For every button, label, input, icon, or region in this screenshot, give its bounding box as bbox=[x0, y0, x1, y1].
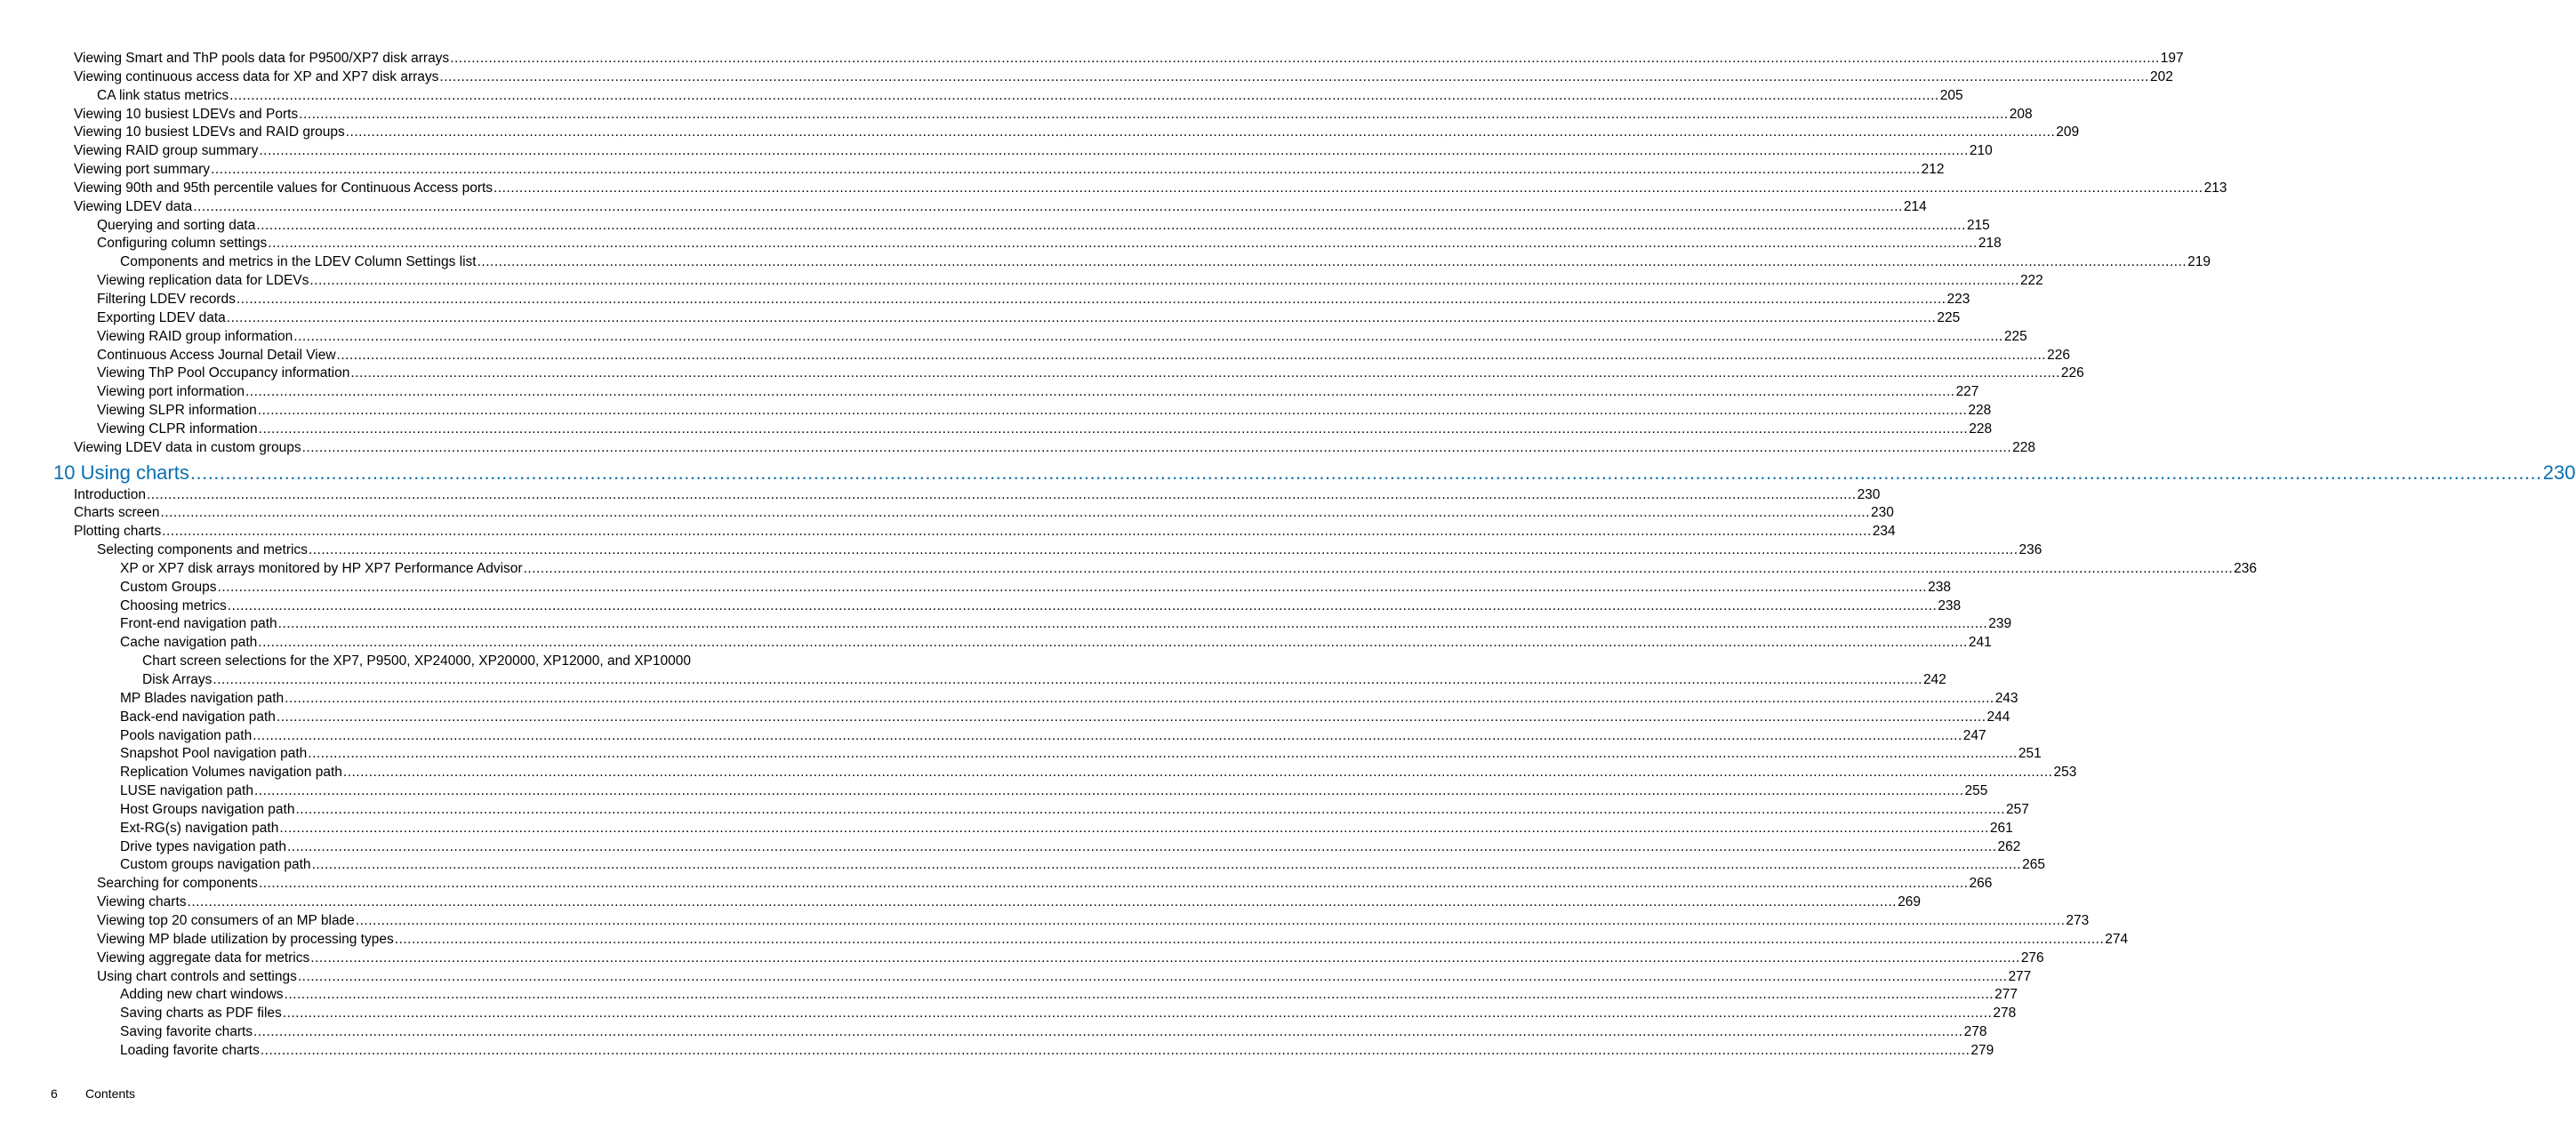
toc-entry-link[interactable] bbox=[74, 161, 1945, 180]
toc-entry-title: Saving favorite charts bbox=[120, 1024, 253, 1040]
dot-leader: ................................................................................................................................................................................................................................................................................................................................................................................................................ bbox=[253, 783, 1964, 799]
dot-leader: ................................................................................................................................................................................................................................................................................................................................................................................................................ bbox=[236, 291, 1946, 307]
toc-entry-link[interactable] bbox=[97, 875, 1993, 894]
toc-entry-link[interactable] bbox=[97, 383, 1979, 402]
toc-entry-link[interactable] bbox=[74, 68, 2173, 87]
toc-entry-title: Host Groups navigation path bbox=[120, 801, 295, 817]
toc-entry-title: Viewing MP blade utilization by processing types bbox=[97, 931, 394, 947]
toc-entry-link[interactable] bbox=[120, 856, 2045, 875]
toc-entry-link[interactable] bbox=[97, 541, 2042, 560]
toc-entry-title: Viewing aggregate data for metrics bbox=[97, 950, 310, 966]
toc-entry bbox=[0, 87, 1963, 106]
toc-entry-title: Viewing LDEV data bbox=[74, 198, 193, 214]
toc-entry-link[interactable] bbox=[97, 347, 2070, 365]
toc-entry bbox=[0, 838, 2021, 857]
dot-leader: ................................................................................................................................................................................................................................................................................................................................................................................................................ bbox=[245, 384, 1955, 400]
toc-page-number: 223 bbox=[1946, 291, 1970, 307]
toc-entry bbox=[0, 142, 1993, 161]
toc-entry-title: Viewing RAID group information bbox=[97, 328, 293, 344]
toc-entry bbox=[0, 486, 1881, 505]
toc-entry-title: Disk Arrays bbox=[142, 672, 213, 687]
toc-entry-link[interactable] bbox=[97, 421, 1993, 439]
toc-entry-link[interactable] bbox=[74, 124, 2080, 142]
dot-leader: ................................................................................................................................................................................................................................................................................................................................................................................................................ bbox=[523, 560, 2234, 576]
toc-entry-title: Pools navigation path bbox=[120, 727, 253, 743]
toc-entry-link[interactable] bbox=[120, 579, 1951, 597]
toc-page-number: 257 bbox=[2006, 801, 2029, 817]
toc-entry-title: Snapshot Pool navigation path bbox=[120, 746, 308, 762]
toc-entry-link[interactable] bbox=[74, 198, 1927, 217]
toc-page-number: 236 bbox=[2018, 542, 2042, 558]
toc-entry-title: MP Blades navigation path bbox=[120, 690, 285, 706]
toc-entry-title: Viewing CLPR information bbox=[97, 421, 258, 437]
toc-entry-title: Searching for components bbox=[97, 876, 258, 892]
toc-entry-title: Back-end navigation path bbox=[120, 709, 276, 725]
dot-leader: ................................................................................................................................................................................................................................................................................................................................................................................................................ bbox=[256, 217, 1966, 233]
toc-entry bbox=[0, 541, 2042, 560]
toc-chapter-entry bbox=[0, 460, 2576, 486]
toc-entry bbox=[0, 309, 1961, 328]
toc-entry-title: Viewing top 20 consumers of an MP blade bbox=[97, 912, 355, 928]
toc-entry bbox=[0, 856, 2045, 875]
toc-entry bbox=[0, 235, 2002, 253]
toc-entry-title: Viewing 90th and 95th percentile values for Continuous Access ports bbox=[74, 180, 494, 196]
toc-entry-title: Querying and sorting data bbox=[97, 217, 256, 233]
toc-entry-title: Cache navigation path bbox=[120, 635, 258, 651]
toc-page-number: 226 bbox=[2047, 347, 2070, 363]
toc-entry-title: Introduction bbox=[74, 486, 146, 502]
toc-entry-link[interactable] bbox=[120, 727, 1986, 746]
toc-entry bbox=[0, 615, 2012, 634]
dot-leader: ................................................................................................................................................................................................................................................................................................................................................................................................................ bbox=[258, 421, 1969, 437]
dot-leader: ................................................................................................................................................................................................................................................................................................................................................................................................................ bbox=[308, 746, 2018, 762]
toc-page-number: 208 bbox=[2009, 106, 2033, 122]
toc-entry-title: Viewing SLPR information bbox=[97, 403, 257, 419]
toc-entry-title: Continuous Access Journal Detail View bbox=[97, 347, 336, 363]
toc-entry-title: Custom Groups bbox=[120, 579, 217, 595]
toc-page-number: 238 bbox=[1938, 597, 1962, 613]
toc-page-number: 236 bbox=[2234, 560, 2258, 576]
toc-page-number: 278 bbox=[1993, 1006, 2017, 1022]
toc-entry bbox=[0, 894, 1921, 912]
toc-entry bbox=[0, 912, 2090, 931]
toc-entry-link[interactable] bbox=[97, 291, 1970, 309]
toc-entry-link[interactable] bbox=[74, 523, 1896, 541]
toc-entry-title: CA link status metrics bbox=[97, 87, 229, 103]
toc-page-number: 209 bbox=[2056, 124, 2080, 140]
dot-leader: ................................................................................................................................................................................................................................................................................................................................................................................................................ bbox=[211, 162, 1921, 178]
toc-page-number: 276 bbox=[2020, 950, 2044, 966]
dot-leader: ................................................................................................................................................................................................................................................................................................................................................................................................................ bbox=[257, 403, 1968, 419]
dot-leader: ................................................................................................................................................................................................................................................................................................................................................................................................................ bbox=[276, 709, 1986, 725]
toc-entry-title: Viewing 10 busiest LDEVs and RAID groups bbox=[74, 124, 345, 140]
toc-entry bbox=[0, 383, 1979, 402]
dot-leader: ................................................................................................................................................................................................................................................................................................................................................................................................................ bbox=[227, 597, 1938, 613]
toc-entry-link[interactable] bbox=[120, 1023, 1987, 1042]
toc-entry-title: Replication Volumes navigation path bbox=[120, 765, 342, 781]
toc-page-number: 215 bbox=[1966, 217, 1990, 233]
toc-page-number: 230 bbox=[1857, 486, 1881, 502]
toc-page-number: 226 bbox=[2060, 365, 2084, 381]
toc-entry bbox=[0, 1023, 1987, 1042]
dot-leader: ................................................................................................................................................................................................................................................................................................................................................................................................................ bbox=[311, 857, 2022, 873]
toc-entry bbox=[0, 504, 1894, 523]
dot-leader: ................................................................................................................................................................................................................................................................................................................................................................................................................ bbox=[394, 931, 2105, 947]
dot-leader: ................................................................................................................................................................................................................................................................................................................................................................................................................ bbox=[286, 838, 1997, 854]
dot-leader: ................................................................................................................................................................................................................................................................................................................................................................................................................ bbox=[189, 461, 2542, 484]
dot-leader: ................................................................................................................................................................................................................................................................................................................................................................................................................ bbox=[284, 987, 1994, 1003]
dot-leader: ................................................................................................................................................................................................................................................................................................................................................................................................................ bbox=[253, 727, 1962, 743]
toc-entry-link[interactable] bbox=[120, 1042, 1994, 1061]
toc-entry-link[interactable] bbox=[97, 402, 1992, 421]
toc-entry bbox=[0, 328, 2027, 347]
toc-entry-title: Viewing ThP Pool Occupancy information bbox=[97, 365, 350, 381]
dot-leader: ................................................................................................................................................................................................................................................................................................................................................................................................................ bbox=[299, 106, 2009, 122]
dot-leader: ................................................................................................................................................................................................................................................................................................................................................................................................................ bbox=[297, 968, 2008, 984]
toc-entry-link[interactable] bbox=[74, 106, 2033, 124]
toc-entry-title: Viewing RAID group summary bbox=[74, 143, 259, 159]
toc-entry-link[interactable] bbox=[120, 709, 2010, 727]
toc-page-number: 277 bbox=[1994, 987, 2018, 1003]
toc-entry-link[interactable] bbox=[97, 894, 1921, 912]
toc-entry bbox=[0, 439, 2036, 458]
toc-entry bbox=[0, 365, 2084, 383]
toc-entry-link[interactable] bbox=[120, 838, 2021, 857]
toc-page-number: 225 bbox=[2003, 328, 2027, 344]
dot-leader: ................................................................................................................................................................................................................................................................................................................................................................................................................ bbox=[258, 876, 1969, 892]
toc-entry-link[interactable] bbox=[120, 782, 1988, 801]
toc-page-number: 212 bbox=[1921, 162, 1945, 178]
toc-entry bbox=[0, 198, 1927, 217]
toc-entry bbox=[0, 579, 1951, 597]
toc-page-number: 274 bbox=[2105, 931, 2129, 947]
toc-entry bbox=[0, 950, 2044, 968]
dot-leader: ................................................................................................................................................................................................................................................................................................................................................................................................................ bbox=[253, 1024, 1963, 1040]
toc-entry-link[interactable] bbox=[120, 1005, 2017, 1023]
toc-page-number: 265 bbox=[2022, 857, 2045, 873]
toc-page-number: 227 bbox=[1955, 384, 1979, 400]
dot-leader: ................................................................................................................................................................................................................................................................................................................................................................................................................ bbox=[193, 198, 1903, 214]
toc-page-number: 243 bbox=[1994, 690, 2018, 706]
toc-entry-title: Filtering LDEV records bbox=[97, 291, 236, 307]
toc-page-number: 218 bbox=[1978, 236, 2002, 252]
toc-entry-title: XP or XP7 disk arrays monitored by HP XP7 Performance Advisor bbox=[120, 560, 523, 576]
toc-entry-title: Chart screen selections for the XP7, P9500, XP24000, XP20000, XP12000, and XP10000 bbox=[142, 653, 691, 669]
dot-leader: ................................................................................................................................................................................................................................................................................................................................................................................................................ bbox=[342, 765, 2053, 781]
toc-page-number: 234 bbox=[1872, 524, 1896, 540]
dot-leader: ................................................................................................................................................................................................................................................................................................................................................................................................................ bbox=[162, 524, 1872, 540]
dot-leader: ................................................................................................................................................................................................................................................................................................................................................................................................................ bbox=[494, 180, 2203, 196]
dot-leader: ................................................................................................................................................................................................................................................................................................................................................................................................................ bbox=[310, 950, 2020, 966]
toc-entry-link[interactable] bbox=[120, 560, 2258, 579]
dot-leader: ................................................................................................................................................................................................................................................................................................................................................................................................................ bbox=[309, 273, 2019, 289]
toc-entry bbox=[0, 709, 2010, 727]
toc-page-number: 266 bbox=[1969, 876, 1993, 892]
toc-entry-title: Viewing port summary bbox=[74, 162, 211, 178]
toc-page-number: 247 bbox=[1962, 727, 1986, 743]
toc-entry-title: Viewing 10 busiest LDEVs and Ports bbox=[74, 106, 299, 122]
toc-entry bbox=[0, 690, 2018, 709]
toc-entry-title: Exporting LDEV data bbox=[97, 309, 226, 325]
toc-entry bbox=[0, 253, 2211, 272]
toc-entry-link[interactable] bbox=[97, 309, 1961, 328]
toc-page-number: 210 bbox=[1969, 143, 1993, 159]
toc-entry-link[interactable] bbox=[97, 365, 2084, 383]
toc-entry bbox=[0, 291, 1970, 309]
toc-entry bbox=[0, 272, 2043, 291]
dot-leader: ................................................................................................................................................................................................................................................................................................................................................................................................................ bbox=[260, 1042, 1970, 1058]
toc-entry bbox=[0, 421, 1993, 439]
dot-leader: ................................................................................................................................................................................................................................................................................................................................................................................................................ bbox=[336, 347, 2047, 363]
toc-entry-title: Viewing replication data for LDEVs bbox=[97, 273, 309, 289]
dot-leader: ................................................................................................................................................................................................................................................................................................................................................................................................................ bbox=[258, 635, 1968, 651]
toc-entry bbox=[0, 523, 1896, 541]
toc-entry-title: Plotting charts bbox=[74, 524, 162, 540]
toc-page-number: 230 bbox=[2542, 461, 2576, 484]
dot-leader: ................................................................................................................................................................................................................................................................................................................................................................................................................ bbox=[477, 254, 2187, 270]
toc-entry bbox=[0, 820, 2013, 838]
toc-entry bbox=[0, 782, 1988, 801]
toc-entry-title: Components and metrics in the LDEV Column Settings list bbox=[120, 254, 477, 270]
toc-page-number: 241 bbox=[1968, 635, 1992, 651]
dot-leader: ................................................................................................................................................................................................................................................................................................................................................................................................................ bbox=[213, 672, 1922, 687]
toc-entry-link[interactable] bbox=[120, 820, 2013, 838]
dot-leader: ................................................................................................................................................................................................................................................................................................................................................................................................................ bbox=[350, 365, 2060, 381]
toc-page-number: 253 bbox=[2053, 765, 2077, 781]
toc-entry-title: Viewing LDEV data in custom groups bbox=[74, 439, 301, 455]
toc-page-number: 251 bbox=[2018, 746, 2042, 762]
toc-page-number: 230 bbox=[1871, 505, 1894, 521]
page-footer bbox=[51, 1086, 135, 1101]
toc-entry-link[interactable] bbox=[120, 634, 1992, 653]
toc-entry-title: Adding new chart windows bbox=[120, 987, 284, 1003]
dot-leader: ................................................................................................................................................................................................................................................................................................................................................................................................................ bbox=[355, 912, 2066, 928]
toc-page-number: 278 bbox=[1963, 1024, 1987, 1040]
toc-entry-link[interactable] bbox=[74, 486, 1881, 505]
toc-entry-link[interactable] bbox=[120, 597, 1962, 616]
dot-leader: ................................................................................................................................................................................................................................................................................................................................................................................................................ bbox=[308, 542, 2018, 558]
toc-page-number: 222 bbox=[2019, 273, 2043, 289]
toc-entry-link[interactable] bbox=[120, 801, 2029, 820]
dot-leader: ................................................................................................................................................................................................................................................................................................................................................................................................................ bbox=[345, 124, 2056, 140]
toc-entry-wrapped bbox=[0, 653, 848, 671]
toc-entry-link[interactable] bbox=[142, 653, 771, 671]
toc-entry bbox=[0, 217, 1990, 236]
toc-page-number: 205 bbox=[1939, 87, 1963, 103]
toc-entry-link[interactable] bbox=[74, 142, 1993, 161]
toc-entry bbox=[0, 560, 2258, 579]
toc-entry-title: Front-end navigation path bbox=[120, 616, 277, 632]
toc-entry bbox=[0, 671, 1946, 690]
toc-entry-link[interactable] bbox=[120, 986, 2018, 1005]
toc-entry bbox=[0, 161, 1945, 180]
toc-entry-title: Custom groups navigation path bbox=[120, 857, 311, 873]
toc-page-number: 228 bbox=[1968, 403, 1992, 419]
toc-entry-title: Selecting components and metrics bbox=[97, 542, 308, 558]
dot-leader: ................................................................................................................................................................................................................................................................................................................................................................................................................ bbox=[450, 51, 2160, 66]
toc-page-number: 225 bbox=[1937, 309, 1961, 325]
toc-entry bbox=[0, 634, 1992, 653]
dot-leader: ................................................................................................................................................................................................................................................................................................................................................................................................................ bbox=[285, 690, 1994, 706]
dot-leader: ................................................................................................................................................................................................................................................................................................................................................................................................................ bbox=[217, 579, 1928, 595]
toc-chapter-link[interactable] bbox=[53, 460, 2576, 486]
toc-page-number: 214 bbox=[1903, 198, 1927, 214]
dot-leader: ................................................................................................................................................................................................................................................................................................................................................................................................................ bbox=[293, 328, 2003, 344]
toc-entry bbox=[0, 402, 1992, 421]
toc-chapter-title: 10 Using charts bbox=[53, 461, 189, 484]
toc-entry bbox=[0, 727, 1986, 746]
dot-leader: ................................................................................................................................................................................................................................................................................................................................................................................................................ bbox=[226, 309, 1937, 325]
toc-page-number: 202 bbox=[2149, 68, 2173, 84]
toc-entry-title: Drive types navigation path bbox=[120, 838, 286, 854]
toc-entry-link[interactable] bbox=[74, 180, 2227, 198]
toc-entry-title: Ext-RG(s) navigation path bbox=[120, 820, 279, 836]
toc-page-number: 242 bbox=[1922, 672, 1946, 687]
dot-leader: ................................................................................................................................................................................................................................................................................................................................................................................................................ bbox=[268, 236, 1978, 252]
toc-entry-link[interactable] bbox=[120, 764, 2077, 782]
toc-entry-title: Choosing metrics bbox=[120, 597, 227, 613]
toc-entry bbox=[0, 68, 2173, 87]
toc-page-number: 277 bbox=[2008, 968, 2032, 984]
toc-entry-link[interactable] bbox=[97, 235, 2002, 253]
dot-leader: ................................................................................................................................................................................................................................................................................................................................................................................................................ bbox=[301, 439, 2012, 455]
toc-page-number: 213 bbox=[2203, 180, 2227, 196]
toc-page-number: 228 bbox=[2012, 439, 2036, 455]
toc-entry bbox=[0, 1005, 2017, 1023]
toc-page-number: 262 bbox=[1997, 838, 2021, 854]
toc-entry-link[interactable] bbox=[97, 931, 2129, 950]
toc-entry bbox=[0, 1042, 1994, 1061]
toc-page-number: 228 bbox=[1969, 421, 1993, 437]
toc-entry bbox=[0, 106, 2033, 124]
toc-entry-title: Viewing Smart and ThP pools data for P9500/XP7 disk arrays bbox=[74, 51, 450, 66]
toc-entry bbox=[0, 986, 2018, 1005]
toc-entry-link[interactable] bbox=[97, 328, 2027, 347]
toc-entry-link[interactable] bbox=[97, 968, 2032, 987]
dot-leader: ................................................................................................................................................................................................................................................................................................................................................................................................................ bbox=[279, 820, 1989, 836]
toc-entry bbox=[0, 745, 2042, 764]
toc-entry bbox=[0, 968, 2032, 987]
dot-leader: ................................................................................................................................................................................................................................................................................................................................................................................................................ bbox=[147, 486, 1857, 502]
toc-entry-link[interactable] bbox=[97, 950, 2044, 968]
toc-entry-link[interactable] bbox=[120, 690, 2018, 709]
toc-page-number: 255 bbox=[1964, 783, 1988, 799]
footer-section-label: Contents bbox=[85, 1086, 136, 1101]
toc-page-number: 239 bbox=[1988, 616, 2012, 632]
toc-page-number: 269 bbox=[1898, 894, 1921, 910]
toc-page-number: 219 bbox=[2187, 254, 2211, 270]
footer-page-number: 6 bbox=[51, 1086, 58, 1101]
toc-page-number: 238 bbox=[1928, 579, 1951, 595]
toc-entry-title: Charts screen bbox=[74, 505, 160, 521]
toc-entry-title: Configuring column settings bbox=[97, 236, 268, 252]
toc-entry bbox=[0, 50, 2184, 68]
toc-page-number: 279 bbox=[1970, 1042, 1994, 1058]
toc-entry-link[interactable] bbox=[120, 615, 2012, 634]
toc-entry-link[interactable] bbox=[97, 87, 1963, 106]
toc-entry bbox=[0, 875, 1993, 894]
table-of-contents bbox=[0, 50, 2576, 1061]
toc-entry-link[interactable] bbox=[74, 504, 1894, 523]
dot-leader: ................................................................................................................................................................................................................................................................................................................................................................................................................ bbox=[187, 894, 1898, 910]
toc-entry bbox=[0, 124, 2080, 142]
toc-entry bbox=[0, 347, 2070, 365]
toc-entry-link[interactable] bbox=[74, 50, 2184, 68]
dot-leader: ................................................................................................................................................................................................................................................................................................................................................................................................................ bbox=[229, 87, 1939, 103]
toc-entry-link[interactable] bbox=[120, 745, 2042, 764]
toc-entry-link[interactable] bbox=[97, 912, 2090, 931]
toc-entry bbox=[0, 764, 2077, 782]
toc-entry-title: LUSE navigation path bbox=[120, 783, 253, 799]
toc-page-number: 197 bbox=[2160, 51, 2184, 66]
toc-entry bbox=[0, 931, 2129, 950]
toc-entry-title: Loading favorite charts bbox=[120, 1042, 260, 1058]
toc-entry bbox=[0, 801, 2029, 820]
dot-leader: ................................................................................................................................................................................................................................................................................................................................................................................................................ bbox=[295, 801, 2006, 817]
toc-entry-title: Viewing port information bbox=[97, 384, 245, 400]
dot-leader: ................................................................................................................................................................................................................................................................................................................................................................................................................ bbox=[439, 68, 2149, 84]
dot-leader: ................................................................................................................................................................................................................................................................................................................................................................................................................ bbox=[282, 1006, 1993, 1022]
toc-entry bbox=[0, 597, 1962, 616]
dot-leader: ................................................................................................................................................................................................................................................................................................................................................................................................................ bbox=[160, 505, 1871, 521]
dot-leader: ................................................................................................................................................................................................................................................................................................................................................................................................................ bbox=[259, 143, 1969, 159]
toc-entry-link[interactable] bbox=[74, 439, 2036, 458]
toc-page-number: 244 bbox=[1986, 709, 2010, 725]
toc-entry-title: Viewing charts bbox=[97, 894, 187, 910]
toc-entry-title: Using chart controls and settings bbox=[97, 968, 297, 984]
toc-entry-link[interactable] bbox=[142, 671, 1946, 690]
toc-entry-title: Viewing continuous access data for XP and XP7 disk arrays bbox=[74, 68, 439, 84]
toc-page-number: 261 bbox=[1989, 820, 2013, 836]
toc-entry-link[interactable] bbox=[97, 272, 2043, 291]
toc-entry-title: Saving charts as PDF files bbox=[120, 1006, 282, 1022]
toc-page-number: 273 bbox=[2066, 912, 2090, 928]
toc-entry-link[interactable] bbox=[97, 217, 1990, 236]
dot-leader: ................................................................................................................................................................................................................................................................................................................................................................................................................ bbox=[277, 616, 1988, 632]
toc-entry bbox=[0, 180, 2227, 198]
toc-entry-link[interactable] bbox=[120, 253, 2211, 272]
